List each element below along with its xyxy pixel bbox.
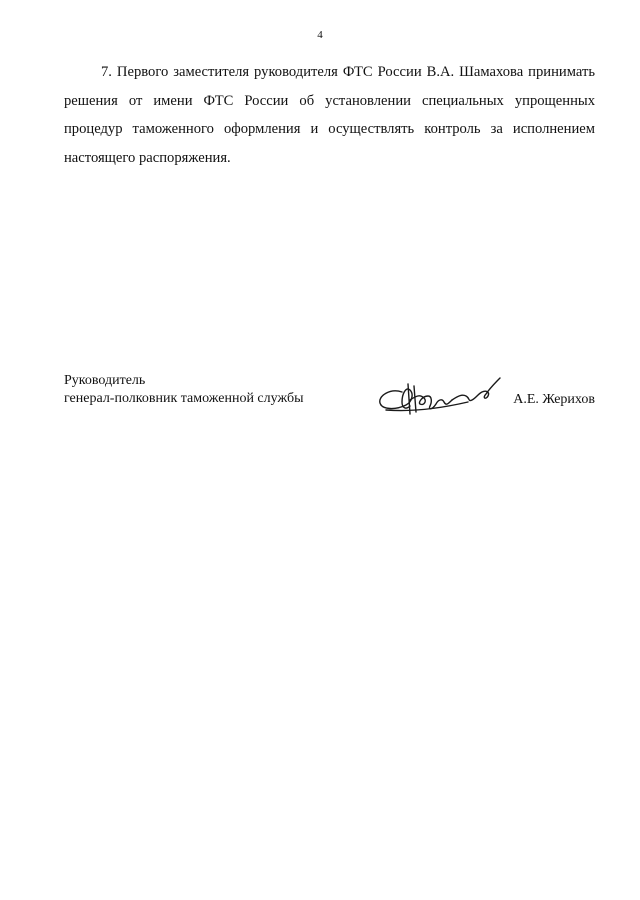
paragraph-7: 7. Первого заместителя руководителя ФТС России В.А. Шамахова принимать решения от имени ФТС России об установлении специальных упрощенных процедур таможенного оформления и осуществлять контроль за исполнением настоящего распоряжения. — [64, 64, 595, 166]
signatory-title-line1: Руководитель — [64, 373, 146, 388]
handwritten-signature-icon — [372, 370, 502, 425]
signatory-name: А.Е. Жерихов — [513, 392, 595, 407]
page-number: 4 — [317, 29, 323, 41]
signatory-position — [64, 372, 303, 408]
signatory-title-line2: генерал-полковник таможенной службы — [64, 391, 304, 406]
signature-block — [64, 370, 595, 430]
